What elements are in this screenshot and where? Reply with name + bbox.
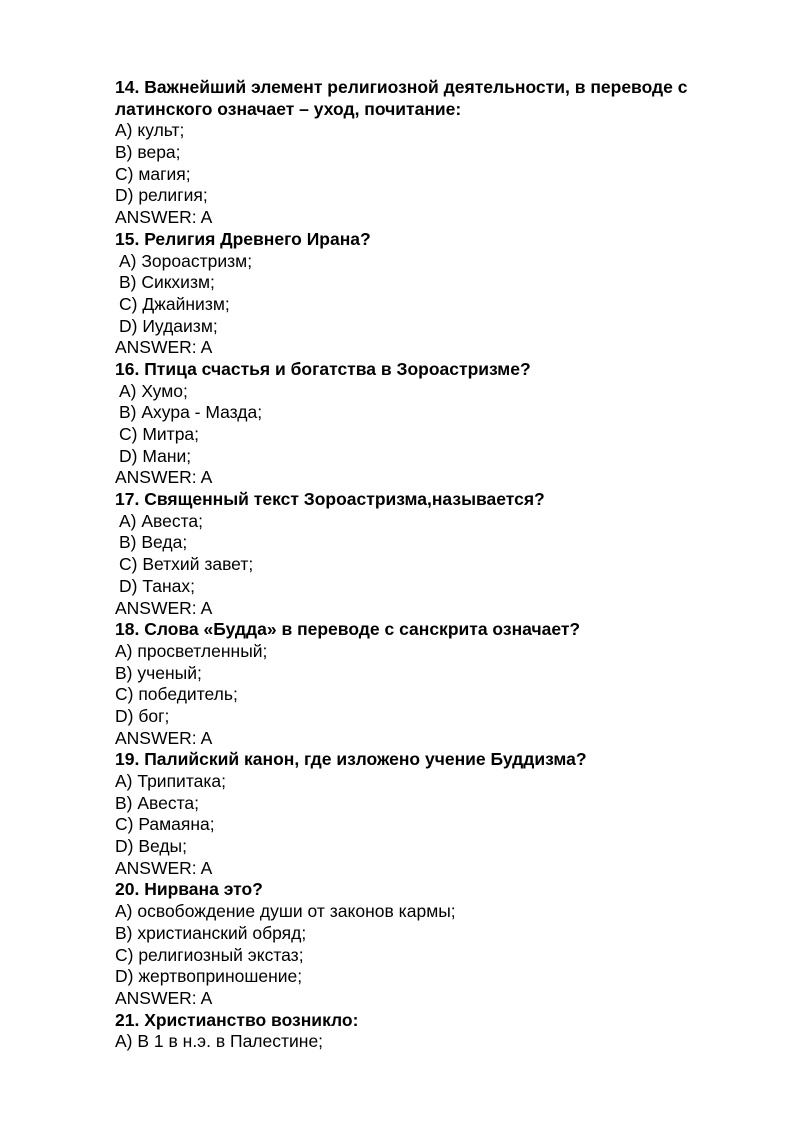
question-title-continued: латинского означает – уход, почитание:	[115, 98, 462, 119]
question-title: 17. Священный текст Зороастризма,называется?	[115, 489, 545, 510]
answer-key: ANSWER: A	[115, 467, 213, 488]
answer-key: ANSWER: A	[115, 857, 213, 878]
answer-key: ANSWER: A	[115, 987, 213, 1008]
answer-option: B) Ахура - Мазда;	[119, 402, 263, 423]
question-title: 15. Религия Древнего Ирана?	[115, 228, 371, 249]
answer-key: ANSWER: A	[115, 597, 213, 618]
question-title: 18. Слова «Будда» в переводе с санскрита означает?	[115, 619, 581, 640]
answer-option: D) жертвоприношение;	[115, 966, 303, 987]
question-title: 21. Христианство возникло:	[115, 1009, 359, 1030]
question-title: 19. Палийский канон, где изложено учение Буддизма?	[115, 749, 587, 770]
answer-option: C) магия;	[115, 163, 191, 184]
answer-option: C) Митра;	[119, 424, 200, 444]
answer-option: A) В 1 в н.э. в Палестине;	[115, 1031, 324, 1052]
answer-option: B) Сикхизм;	[119, 272, 215, 293]
question-block	[115, 229, 755, 359]
answer-option: C) Джайнизм;	[119, 293, 230, 314]
question-title: 20. Нирвана это?	[115, 879, 263, 900]
answer-option: D) религия;	[115, 185, 208, 206]
question-block	[115, 619, 755, 749]
answer-option: A) Трипитака;	[115, 771, 227, 791]
answer-option: C) победитель;	[115, 684, 238, 705]
answer-option: D) бог;	[115, 705, 170, 726]
answer-option: A) Зороастризм;	[119, 250, 253, 271]
answer-option: D) Мани;	[119, 445, 192, 466]
question-block	[115, 879, 755, 1009]
answer-option: A) освобождение души от законов кармы;	[115, 901, 456, 922]
question-block	[115, 77, 755, 229]
answer-option: D) Веды;	[115, 836, 187, 857]
answer-option: B) Авеста;	[115, 792, 200, 813]
answer-option: A) просветленный;	[115, 640, 268, 661]
question-block	[115, 1010, 755, 1053]
question-block	[115, 489, 755, 619]
question-block	[115, 749, 755, 879]
answer-key: ANSWER: A	[115, 207, 213, 228]
answer-option: B) ученый;	[115, 662, 202, 683]
question-title: 14. Важнейший элемент религиозной деятельности, в переводе с	[115, 77, 688, 97]
answer-option: B) Веда;	[119, 532, 188, 553]
answer-option: B) христианский обряд;	[115, 922, 307, 943]
question-block	[115, 359, 755, 489]
answer-option: D) Иудаизм;	[119, 315, 218, 336]
answer-option: C) Ветхий завет;	[119, 554, 254, 575]
answer-option: B) вера;	[115, 142, 181, 163]
answer-option: C) религиозный экстаз;	[115, 944, 304, 965]
answer-option: C) Рамаяна;	[115, 814, 215, 835]
answer-option: D) Танах;	[119, 575, 195, 596]
answer-key: ANSWER: A	[115, 727, 213, 748]
question-title: 16. Птица счастья и богатства в Зороастризме?	[115, 358, 531, 379]
answer-option: A) Хумо;	[119, 380, 188, 401]
answer-option: A) Авеста;	[119, 510, 204, 531]
answer-key: ANSWER: A	[115, 337, 213, 358]
answer-option: A) культ;	[115, 120, 185, 141]
document-page	[115, 77, 755, 1053]
